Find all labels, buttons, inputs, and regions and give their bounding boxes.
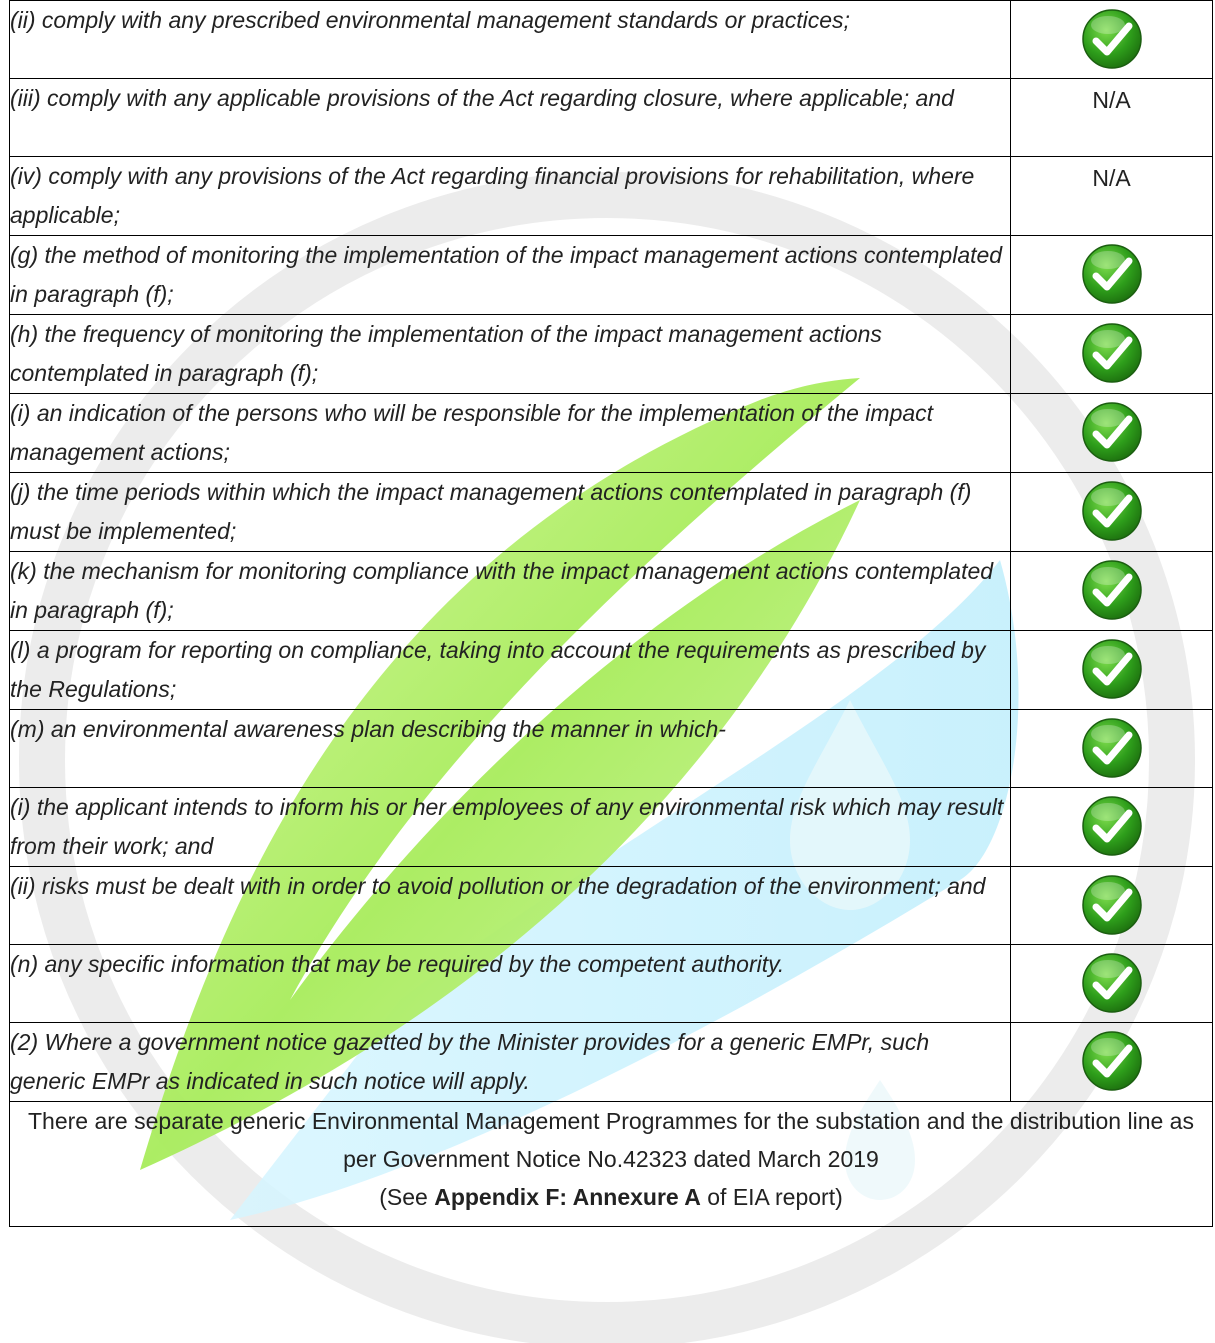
requirement-text: (l) a program for reporting on compliance, taking into account the requirements as prescribed by the Regulations; (10, 631, 1011, 710)
check-icon (1081, 952, 1143, 1014)
table-row (10, 315, 1213, 394)
requirement-text: (h) the frequency of monitoring the implementation of the impact management actions contemplated in paragraph (f); (10, 315, 1011, 394)
status-cell (1011, 1023, 1213, 1102)
check-icon (1081, 1030, 1143, 1092)
requirements-table (9, 0, 1213, 1227)
requirement-text: (ii) comply with any prescribed environmental management standards or practices; (10, 1, 1011, 79)
check-icon (1081, 401, 1143, 463)
table-row (10, 236, 1213, 315)
status-cell (1011, 552, 1213, 631)
status-cell (1011, 473, 1213, 552)
check-icon (1081, 874, 1143, 936)
requirement-text: (ii) risks must be dealt with in order to avoid pollution or the degradation of the environment; and (10, 867, 1011, 945)
check-icon (1081, 717, 1143, 779)
table-row (10, 79, 1213, 157)
table-row (10, 788, 1213, 867)
status-cell (1011, 315, 1213, 394)
status-cell (1011, 710, 1213, 788)
status-cell (1011, 788, 1213, 867)
table-row (10, 394, 1213, 473)
check-icon (1081, 795, 1143, 857)
check-icon (1081, 8, 1143, 70)
requirement-text: (iv) comply with any provisions of the Act regarding financial provisions for rehabilitation, where applicable; (10, 157, 1011, 236)
requirement-text: (i) the applicant intends to inform his or her employees of any environmental risk which may result from their work; and (10, 788, 1011, 867)
status-cell (1011, 394, 1213, 473)
status-na-label: N/A (1092, 87, 1131, 113)
check-icon (1081, 243, 1143, 305)
requirement-text: (i) an indication of the persons who will be responsible for the implementation of the impact management actions; (10, 394, 1011, 473)
table-row (10, 552, 1213, 631)
status-cell (1011, 236, 1213, 315)
table-row (10, 1023, 1213, 1102)
check-icon (1081, 480, 1143, 542)
requirement-text: (2) Where a government notice gazetted by the Minister provides for a generic EMPr, such generic EMPr as indicated in such notice will apply. (10, 1023, 1011, 1102)
table-row (10, 473, 1213, 552)
table-row (10, 631, 1213, 710)
check-icon (1081, 559, 1143, 621)
requirement-text: (k) the mechanism for monitoring compliance with the impact management actions contemplated in paragraph (f); (10, 552, 1011, 631)
status-cell (1011, 79, 1213, 157)
table-row (10, 1, 1213, 79)
requirement-text: (n) any specific information that may be required by the competent authority. (10, 945, 1011, 1023)
requirement-text: (iii) comply with any applicable provisions of the Act regarding closure, where applicable; and (10, 79, 1011, 157)
requirement-text: (m) an environmental awareness plan describing the manner in which- (10, 710, 1011, 788)
note-appendix-ref: Appendix F: Annexure A (434, 1184, 701, 1210)
status-cell (1011, 1, 1213, 79)
note-prefix: (See (379, 1184, 435, 1210)
table-row (10, 867, 1213, 945)
note-suffix: of EIA report) (700, 1184, 843, 1210)
check-icon (1081, 322, 1143, 384)
table-row (10, 710, 1213, 788)
note-row (10, 1102, 1213, 1227)
status-na-label: N/A (1092, 165, 1131, 191)
requirement-text: (j) the time periods within which the impact management actions contemplated in paragraph (f) must be implemented; (10, 473, 1011, 552)
status-cell (1011, 867, 1213, 945)
status-cell (1011, 157, 1213, 236)
status-cell (1011, 631, 1213, 710)
requirement-text: (g) the method of monitoring the implementation of the impact management actions contemplated in paragraph (f); (10, 236, 1011, 315)
note-text: There are separate generic Environmental Management Programmes for the substation and the distribution line as per Government Notice No.42323 dated March 2019 (28, 1108, 1194, 1172)
check-icon (1081, 638, 1143, 700)
note-cell (10, 1102, 1213, 1227)
status-cell (1011, 945, 1213, 1023)
table-row (10, 945, 1213, 1023)
table-row (10, 157, 1213, 236)
